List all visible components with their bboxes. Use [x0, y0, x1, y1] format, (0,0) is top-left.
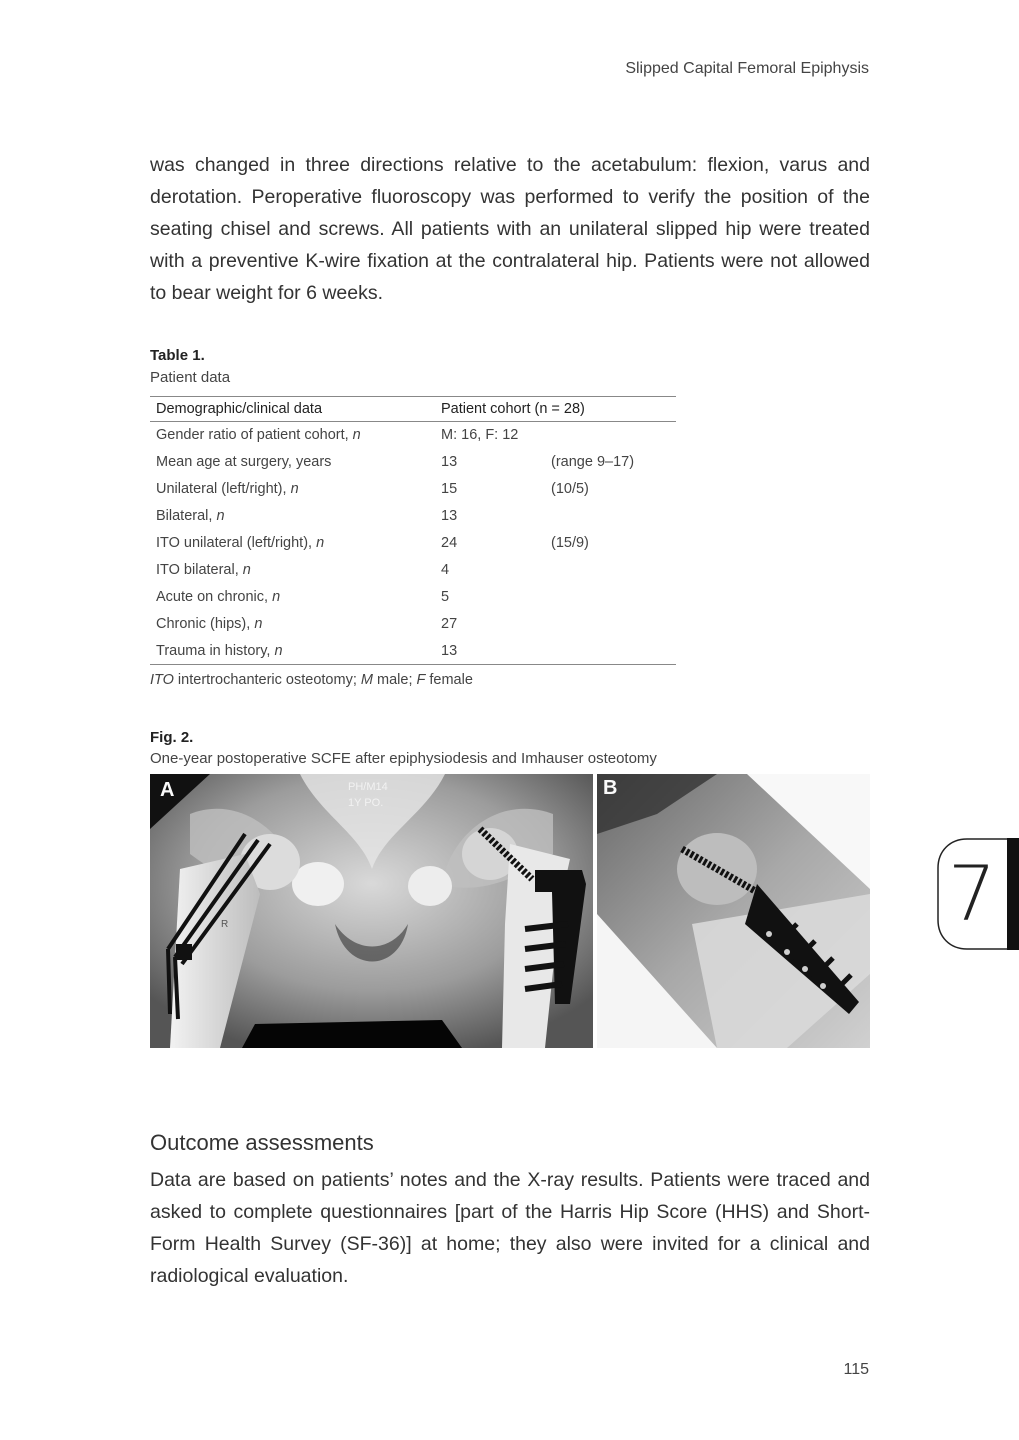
row-value: 5 — [441, 588, 450, 605]
table-row — [150, 556, 676, 583]
row-label-cell — [150, 583, 435, 610]
table-row — [150, 529, 676, 556]
table-row — [150, 422, 676, 449]
column-header-cohort: Patient cohort (n = 28) — [435, 397, 676, 422]
row-label-unit: n — [352, 427, 361, 443]
row-extra — [545, 637, 676, 665]
table-label: Table 1. — [150, 347, 205, 364]
row-label: Trauma in history, — [156, 642, 275, 659]
figure-caption: One-year postoperative SCFE after epiphysiodesis and Imhauser osteotomy — [150, 750, 657, 767]
column-header-demographic: Demographic/clinical data — [150, 397, 435, 422]
row-value: 27 — [441, 615, 458, 632]
section-heading: Outcome assessments — [150, 1130, 374, 1155]
row-label-unit: n — [316, 534, 325, 551]
row-extra: (15/9) — [551, 534, 589, 551]
row-label: Bilateral, — [156, 507, 217, 524]
row-label-cell — [150, 475, 435, 502]
footnote-abbr: M — [360, 672, 373, 688]
xray-panel-b — [597, 774, 870, 1048]
row-label-unit: n — [242, 561, 251, 578]
footnote-definition: female — [425, 672, 473, 688]
table-footnote — [150, 672, 473, 688]
footnote-abbr: ITO — [150, 672, 174, 688]
row-label-cell — [150, 610, 435, 637]
row-extra — [545, 583, 676, 610]
table-row — [150, 637, 676, 665]
table-row — [150, 583, 676, 610]
table-row — [150, 448, 676, 475]
side-marker-right: R — [221, 919, 229, 930]
row-label-cell — [150, 529, 435, 556]
chapter-number: 7 — [947, 849, 997, 938]
xray-panel-a — [150, 774, 593, 1048]
row-value: 13 — [441, 453, 458, 470]
row-label: Mean age at surgery, years — [156, 453, 332, 470]
row-label-cell — [150, 637, 435, 665]
row-label: Gender ratio of patient cohort, — [156, 427, 353, 443]
figure-label: Fig. 2. — [150, 729, 194, 746]
patient-data-table — [150, 396, 676, 665]
row-extra — [545, 422, 676, 449]
row-label: Unilateral (left/right), — [156, 480, 291, 497]
row-extra — [545, 502, 676, 529]
row-label-cell — [150, 422, 435, 449]
footnote-definition: intertrochanteric osteotomy; — [173, 672, 361, 688]
row-value: 4 — [441, 561, 450, 578]
row-label-unit: n — [274, 642, 283, 659]
table-row — [150, 502, 676, 529]
chapter-tab — [937, 838, 1019, 950]
row-extra — [545, 556, 676, 583]
body-paragraph: was changed in three directions relative to the acetabulum: flexion, varus and derotation. Peroperative fluoroscopy was performed to verify the position of the seating chisel and screws. All patients with an unilateral slipped hip were treated with a preventive K-wire fixation at the contralateral hip. Patients were not allowed to bear weight for 6 weeks. — [150, 154, 870, 304]
row-label: Chronic (hips), — [156, 615, 255, 632]
xray-stamp-followup: 1Y PO. — [348, 797, 384, 809]
body-paragraph: Data are based on patients’ notes and the X-ray results. Patients were traced and asked to complete questionnaires [part of the Harris Hip Score (HHS) and Short-Form Health Survey (SF-36)] at home; they also were invited for a clinical and radiological evaluation. — [150, 1169, 870, 1287]
footnote-definition: male; — [372, 672, 417, 688]
row-label-cell — [150, 556, 435, 583]
panel-letter-a: A — [160, 779, 175, 801]
row-label-unit: n — [272, 588, 281, 605]
row-label: ITO unilateral (left/right), — [156, 534, 317, 551]
row-label-cell — [150, 448, 435, 475]
row-label-cell — [150, 502, 435, 529]
xray-image-lateral-hip — [597, 774, 870, 1048]
panel-letter-b: B — [603, 777, 618, 799]
row-label: ITO bilateral, — [156, 561, 243, 578]
row-extra: (10/5) — [551, 480, 589, 497]
row-extra: (range 9–17) — [551, 453, 635, 470]
page-number: 115 — [843, 1361, 869, 1378]
row-value: 13 — [435, 637, 545, 665]
running-head: Slipped Capital Femoral Epiphysis — [625, 60, 869, 77]
row-value: 15 — [441, 480, 458, 497]
row-label-unit: n — [290, 480, 299, 497]
xray-image-pelvis — [150, 774, 593, 1048]
row-label-unit: n — [254, 615, 263, 632]
table-row — [150, 475, 676, 502]
row-value: M: 16, F: 12 — [441, 427, 519, 443]
xray-stamp-id: PH/M14 — [348, 781, 388, 793]
row-label-unit: n — [216, 507, 225, 524]
table-header-row — [150, 397, 676, 422]
table-row — [150, 610, 676, 637]
row-extra — [545, 610, 676, 637]
row-value: 24 — [441, 534, 458, 551]
footnote-abbr: F — [416, 672, 426, 688]
row-value: 13 — [441, 507, 458, 524]
row-label: Acute on chronic, — [156, 588, 273, 605]
table-caption: Patient data — [150, 369, 231, 386]
